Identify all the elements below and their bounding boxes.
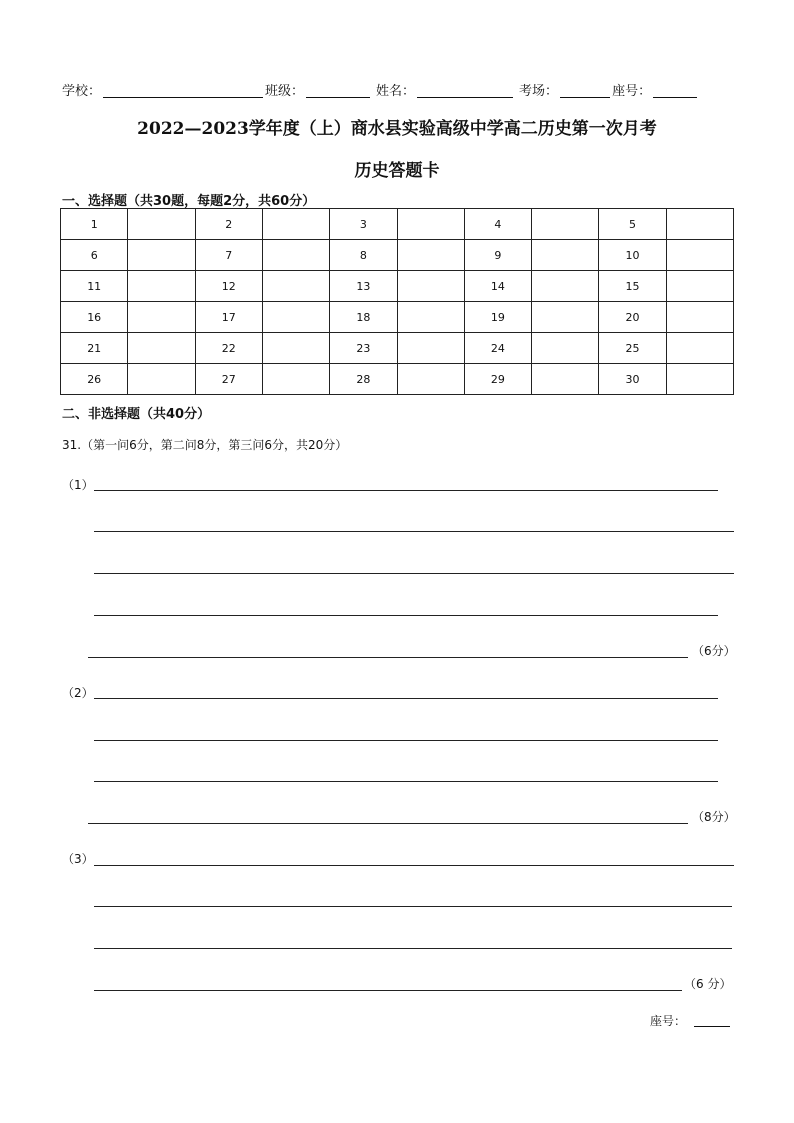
question-number-cell: 11 [61, 271, 128, 302]
answer-cell[interactable] [666, 302, 733, 333]
answer-cell[interactable] [128, 209, 195, 240]
answer-cell[interactable] [397, 364, 464, 395]
answer-cell[interactable] [666, 240, 733, 271]
mc-row [61, 302, 734, 333]
sub2-label: （2） [62, 686, 94, 700]
question-number-cell: 13 [330, 271, 397, 302]
answer-cell[interactable] [397, 302, 464, 333]
answer-cell[interactable] [532, 209, 599, 240]
sub3-score: （6 分） [684, 977, 732, 991]
answer-line[interactable] [94, 906, 732, 907]
question-number-cell: 23 [330, 333, 397, 364]
answer-line[interactable] [94, 615, 718, 616]
question-number-cell: 6 [61, 240, 128, 271]
sub2-score: （8分） [692, 810, 736, 824]
question-number-cell: 9 [464, 240, 531, 271]
question-number-cell: 8 [330, 240, 397, 271]
question-number-cell: 30 [599, 364, 666, 395]
answer-cell[interactable] [128, 302, 195, 333]
mc-row [61, 240, 734, 271]
section1-heading: 一、选择题（共30题，每题2分，共60分） [62, 194, 316, 209]
answer-sheet-title: 历史答题卡 [354, 161, 440, 181]
answer-cell[interactable] [397, 333, 464, 364]
answer-cell[interactable] [128, 333, 195, 364]
answer-line[interactable] [94, 990, 682, 991]
school-field[interactable] [103, 83, 263, 98]
question-number-cell: 18 [330, 302, 397, 333]
question31-intro: 31.（第一问6分，第二问8分，第三问6分，共20分） [62, 438, 348, 452]
question-number-cell: 24 [464, 333, 531, 364]
answer-line[interactable] [94, 531, 734, 532]
footer-seat [650, 1012, 730, 1029]
mc-row [61, 333, 734, 364]
answer-line[interactable] [94, 573, 734, 574]
student-info-line [62, 80, 699, 99]
answer-cell[interactable] [397, 240, 464, 271]
answer-line[interactable] [94, 948, 732, 949]
question-number-cell: 21 [61, 333, 128, 364]
question-number-cell: 14 [464, 271, 531, 302]
answer-line[interactable] [94, 865, 734, 866]
mc-row [61, 364, 734, 395]
answer-cell[interactable] [128, 240, 195, 271]
answer-cell[interactable] [397, 271, 464, 302]
question-number-cell: 3 [330, 209, 397, 240]
answer-cell[interactable] [128, 364, 195, 395]
answer-cell[interactable] [532, 333, 599, 364]
name-field[interactable] [417, 83, 513, 98]
question-number-cell: 22 [195, 333, 262, 364]
question-number-cell: 1 [61, 209, 128, 240]
mc-row [61, 271, 734, 302]
multiple-choice-grid [60, 208, 734, 395]
question-number-cell: 19 [464, 302, 531, 333]
answer-cell[interactable] [532, 302, 599, 333]
answer-cell[interactable] [532, 364, 599, 395]
footer-seat-field[interactable] [694, 1014, 730, 1027]
answer-cell[interactable] [532, 240, 599, 271]
answer-cell[interactable] [128, 271, 195, 302]
school-label: 学校： [62, 84, 102, 99]
answer-cell[interactable] [262, 302, 329, 333]
question-number-cell: 10 [599, 240, 666, 271]
question-number-cell: 29 [464, 364, 531, 395]
mc-row [61, 209, 734, 240]
question-number-cell: 2 [195, 209, 262, 240]
question-number-cell: 16 [61, 302, 128, 333]
answer-line[interactable] [94, 698, 718, 699]
answer-line[interactable] [94, 781, 718, 782]
answer-cell[interactable] [262, 333, 329, 364]
seat-label: 座号： [612, 84, 652, 99]
class-field[interactable] [306, 83, 370, 98]
answer-line[interactable] [94, 490, 718, 491]
answer-line[interactable] [88, 823, 688, 824]
sub3-label: （3） [62, 852, 94, 866]
footer-seat-label: 座号： [650, 1014, 687, 1028]
class-label: 班级： [265, 84, 305, 99]
answer-line[interactable] [88, 657, 688, 658]
question-number-cell: 26 [61, 364, 128, 395]
question-number-cell: 15 [599, 271, 666, 302]
answer-cell[interactable] [532, 271, 599, 302]
answer-cell[interactable] [666, 333, 733, 364]
section2-heading: 二、非选择题（共40分） [62, 407, 211, 422]
question-number-cell: 7 [195, 240, 262, 271]
question-number-cell: 5 [599, 209, 666, 240]
answer-cell[interactable] [397, 209, 464, 240]
answer-cell[interactable] [262, 364, 329, 395]
answer-cell[interactable] [666, 364, 733, 395]
exam-title: 2022—2023学年度（上）商水县实验高级中学高二历史第一次月考 [137, 119, 657, 139]
answer-cell[interactable] [262, 209, 329, 240]
room-field[interactable] [560, 83, 610, 98]
question-number-cell: 27 [195, 364, 262, 395]
answer-line[interactable] [94, 740, 718, 741]
answer-cell[interactable] [262, 271, 329, 302]
name-label: 姓名： [376, 84, 416, 99]
question-number-cell: 20 [599, 302, 666, 333]
answer-cell[interactable] [666, 271, 733, 302]
question-number-cell: 17 [195, 302, 262, 333]
sub1-label: （1） [62, 478, 94, 492]
question-number-cell: 28 [330, 364, 397, 395]
answer-cell[interactable] [666, 209, 733, 240]
question-number-cell: 12 [195, 271, 262, 302]
question-number-cell: 4 [464, 209, 531, 240]
question-number-cell: 25 [599, 333, 666, 364]
answer-cell[interactable] [262, 240, 329, 271]
sub1-score: （6分） [692, 644, 736, 658]
room-label: 考场： [519, 84, 559, 99]
seat-field[interactable] [653, 83, 697, 98]
